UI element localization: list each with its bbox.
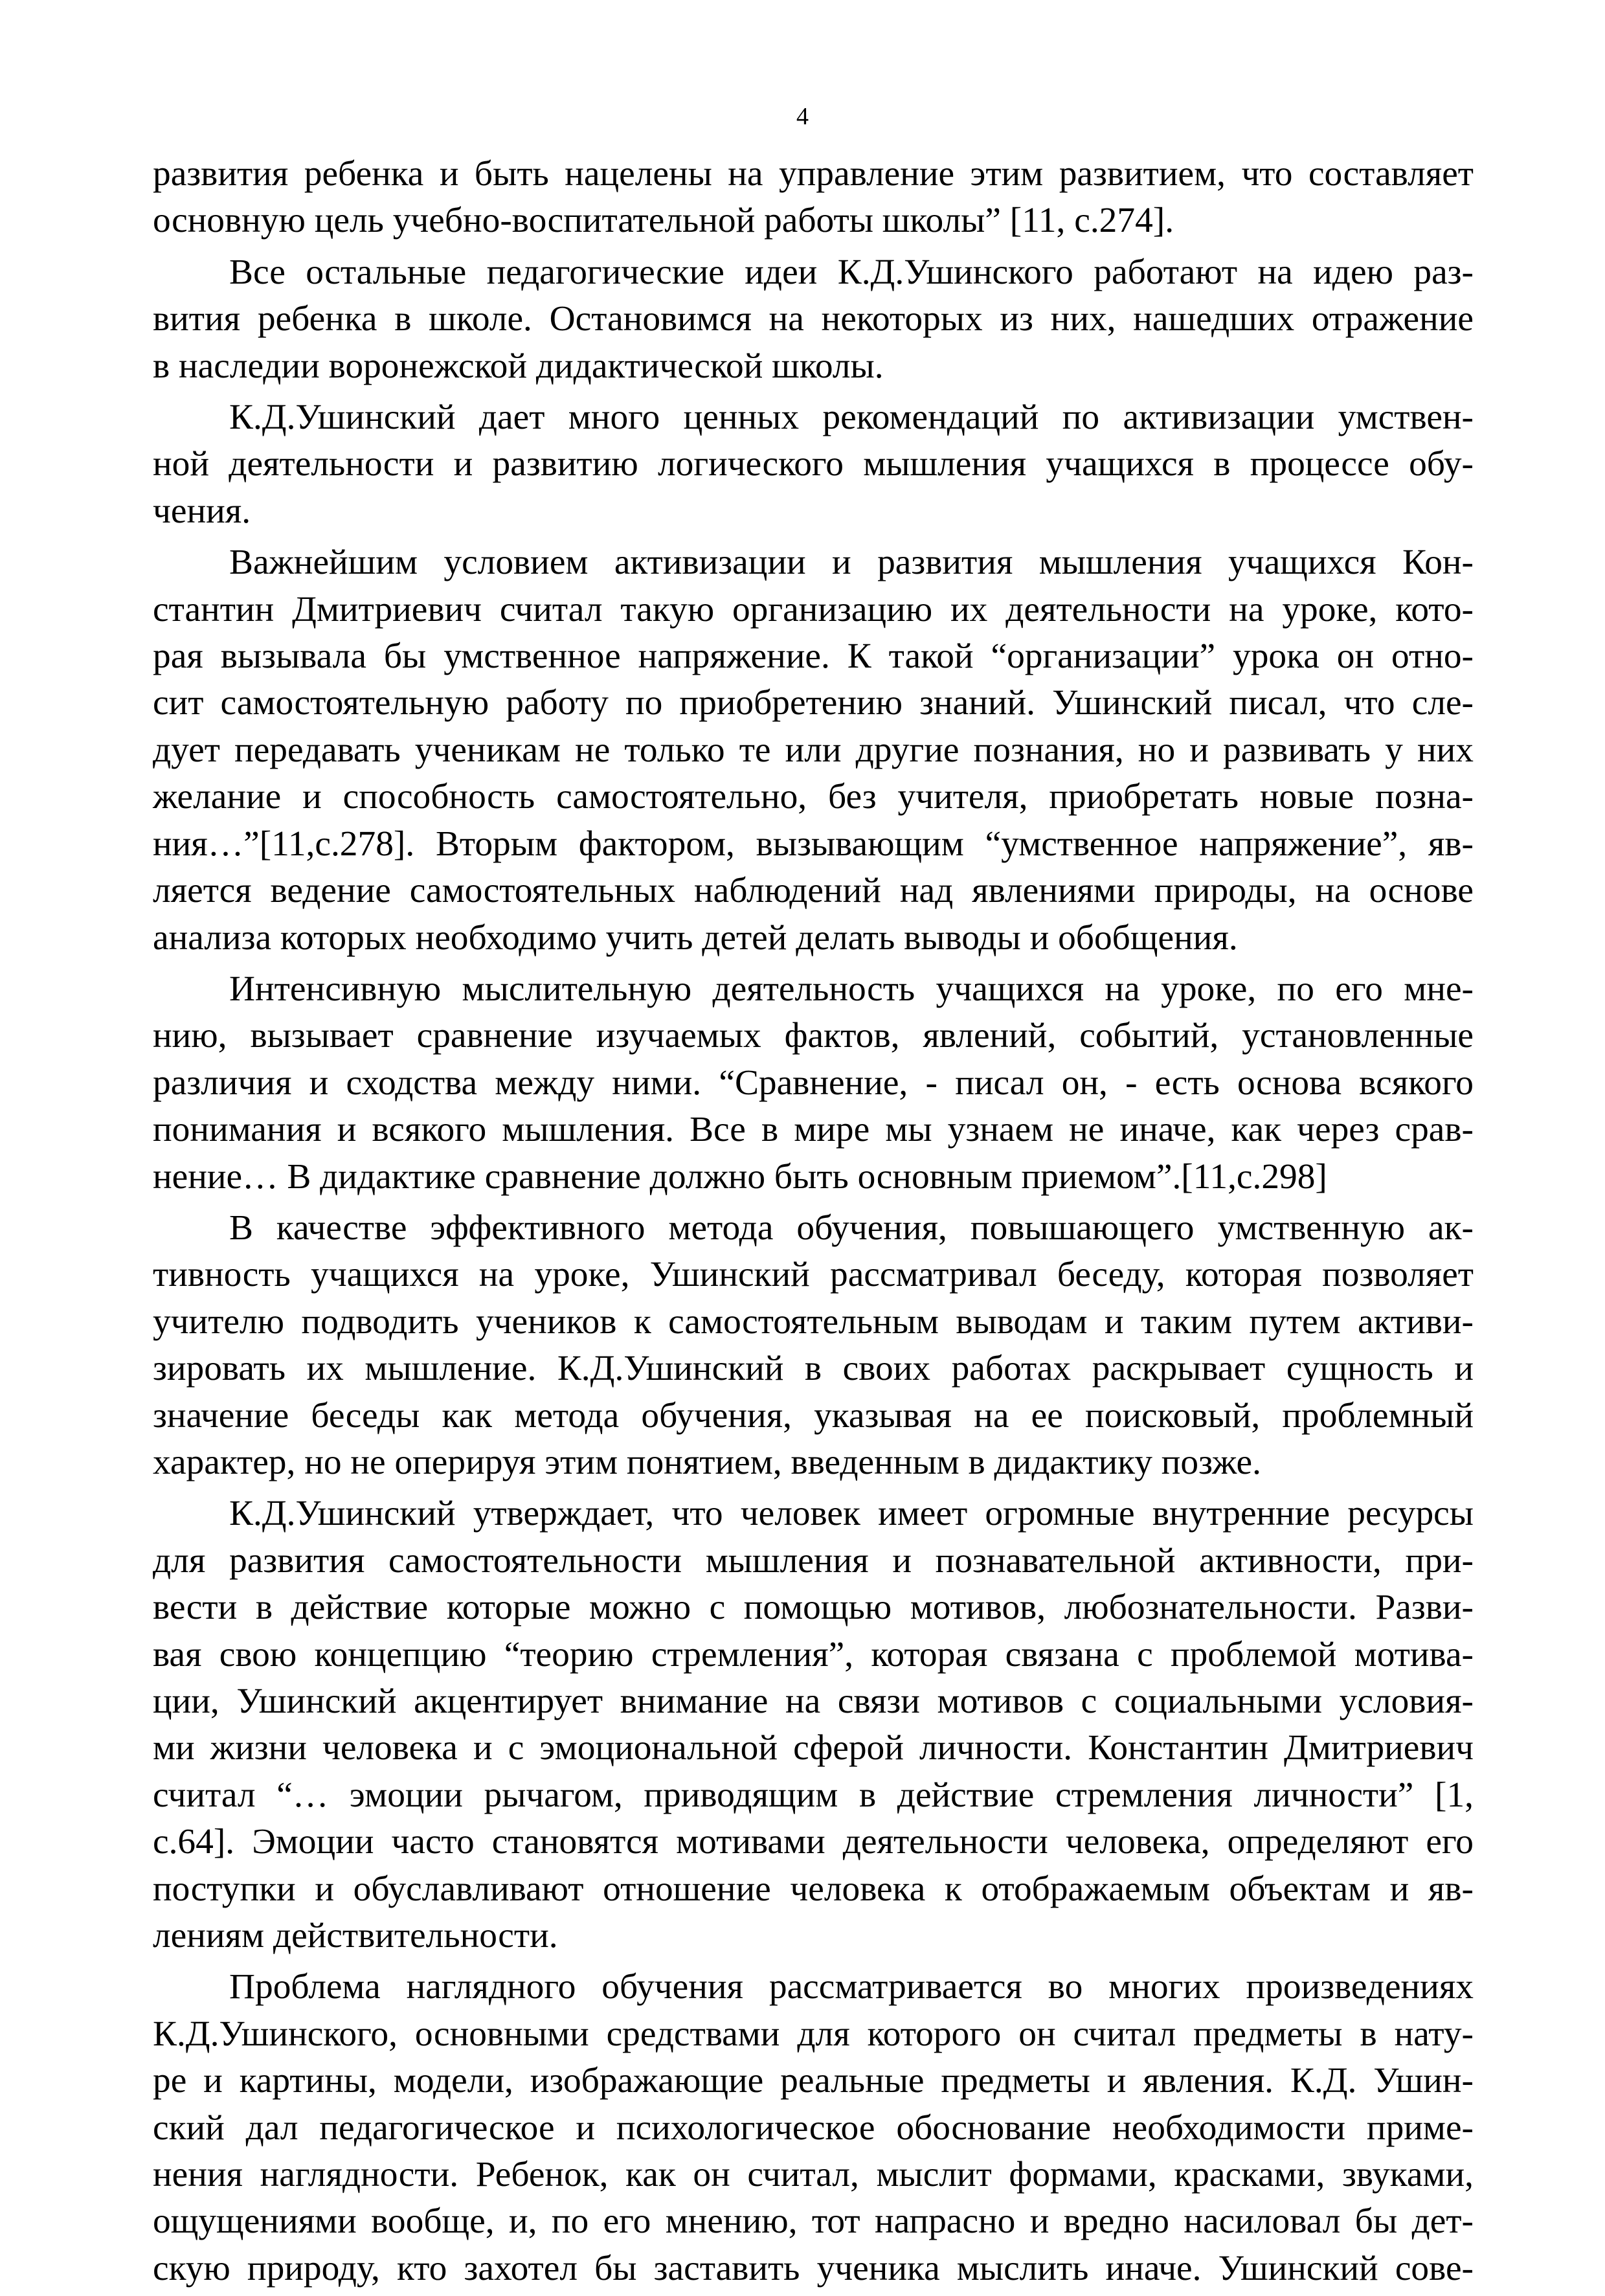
text-line: вая свою концепцию “теорию стремления”, которая связана с проблемой мотива- (153, 1634, 1474, 1674)
text-line: сит самостоятельную работу по приобретению знаний. Ушинский писал, что сле- (153, 682, 1474, 723)
text-line: К.Д.Ушинский утверждает, что человек имеет огромные внутренние ресурсы (229, 1493, 1474, 1533)
text-line: нию, вызывает сравнение изучаемых фактов, явлений, событий, установленные (153, 1015, 1474, 1055)
text-line: желание и способность самостоятельно, без учителя, приобретать новые позна- (153, 776, 1474, 816)
text-line: для развития самостоятельности мышления и познавательной активности, при- (153, 1540, 1474, 1580)
text-line: различия и сходства между ними. “Сравнение, - писал он, - есть основа всякого (153, 1062, 1474, 1102)
body-text (153, 150, 1474, 2296)
text-line: учителю подводить учеников к самостоятельным выводам и таким путем активи- (153, 1301, 1474, 1341)
paragraph (153, 965, 1474, 1200)
text-line: понимания и всякого мышления. Все в мире мы узнаем не иначе, как через срав- (153, 1109, 1474, 1149)
text-line: стантин Дмитриевич считал такую организацию их деятельности на уроке, кото- (153, 589, 1474, 629)
text-line: ляется ведение самостоятельных наблюдений над явлениями природы, на основе (153, 870, 1474, 910)
text-line: рая вызывала бы умственное напряжение. К такой “организации” урока он отно- (153, 636, 1474, 676)
text-line: В качестве эффективного метода обучения, повышающего умственную ак- (229, 1207, 1474, 1247)
text-line: развития ребенка и быть нацелены на управление этим развитием, что составляет (153, 153, 1474, 193)
text-line: нения наглядности. Ребенок, как он считал, мыслит формами, красками, звуками, (153, 2154, 1474, 2194)
text-line: основную цель учебно-воспитательной работы школы” [11, с.274]. (153, 200, 1174, 240)
paragraph (153, 1490, 1474, 1959)
paragraph (153, 249, 1474, 389)
text-line: тивность учащихся на уроке, Ушинский рассматривал беседу, которая позволяет (153, 1254, 1474, 1294)
paragraph (153, 1963, 1474, 2291)
text-line: ной деятельности и развитию логического мышления учащихся в процессе обу- (153, 444, 1474, 484)
text-line: значение беседы как метода обучения, указывая на ее поисковый, проблемный (153, 1395, 1474, 1435)
text-line: вития ребенка в школе. Остановимся на некоторых из них, нашедших отражение (153, 298, 1474, 339)
text-line: с.64]. Эмоции часто становятся мотивами деятельности человека, определяют его (153, 1821, 1474, 1862)
text-line: Все остальные педагогические идеи К.Д.Ушинского работают на идею раз- (229, 251, 1474, 291)
text-line: скую природу, кто захотел бы заставить ученика мыслить иначе. Ушинский сове- (153, 2247, 1474, 2288)
text-line: вести в действие которые можно с помощью мотивов, любознательности. Разви- (153, 1587, 1474, 1627)
paragraph (153, 1204, 1474, 1485)
text-line: нение… В дидактике сравнение должно быть основным приемом”.[11,с.298] (153, 1156, 1327, 1196)
text-line: дует передавать ученикам не только те или другие познания, но и развивать у них (153, 729, 1474, 769)
text-line: ции, Ушинский акцентирует внимание на связи мотивов с социальными условия- (153, 1681, 1474, 1720)
text-line: ния…”[11,с.278]. Вторым фактором, вызывающим “умственное напряжение”, яв- (153, 823, 1474, 863)
text-line: в наследии воронежской дидактической школы. (153, 345, 884, 385)
paragraph (153, 394, 1474, 534)
text-line: поступки и обуславливают отношение человека к отображаемым объектам и яв- (153, 1868, 1474, 1908)
text-line: ощущениями вообще, и, по его мнению, тот напрасно и вредно насиловал бы дет- (153, 2201, 1474, 2241)
paragraph (153, 150, 1474, 244)
paragraph (153, 539, 1474, 961)
text-line: считал “… эмоции рычагом, приводящим в действие стремления личности” [1, (153, 1774, 1474, 1814)
text-line: Проблема наглядного обучения рассматривается во многих произведениях (229, 1966, 1474, 2007)
text-line: ский дал педагогическое и психологическое обоснование необходимости приме- (153, 2107, 1474, 2147)
text-line: ре и картины, модели, изображающие реальные предметы и явления. К.Д. Ушин- (153, 2060, 1474, 2100)
text-line: К.Д.Ушинского, основными средствами для которого он считал предметы в нату- (153, 2013, 1474, 2053)
text-line: Важнейшим условием активизации и развития мышления учащихся Кон- (229, 542, 1474, 582)
text-line: чения. (153, 490, 251, 530)
page-number: 4 (796, 103, 809, 130)
text-line: ми жизни человека и с эмоциональной сферой личности. Константин Дмитриевич (153, 1728, 1474, 1768)
text-line: Интенсивную мыслительную деятельность учащихся на уроке, по его мне- (229, 968, 1474, 1008)
text-line: зировать их мышление. К.Д.Ушинский в своих работах раскрывает сущность и (153, 1348, 1474, 1388)
text-line: характер, но не оперируя этим понятием, введенным в дидактику позже. (153, 1441, 1261, 1481)
text-line: лениям действительности. (153, 1915, 558, 1955)
text-line: К.Д.Ушинский дает много ценных рекомендаций по активизации умствен- (229, 397, 1474, 437)
text-line: анализа которых необходимо учить детей делать выводы и обобщения. (153, 917, 1238, 957)
